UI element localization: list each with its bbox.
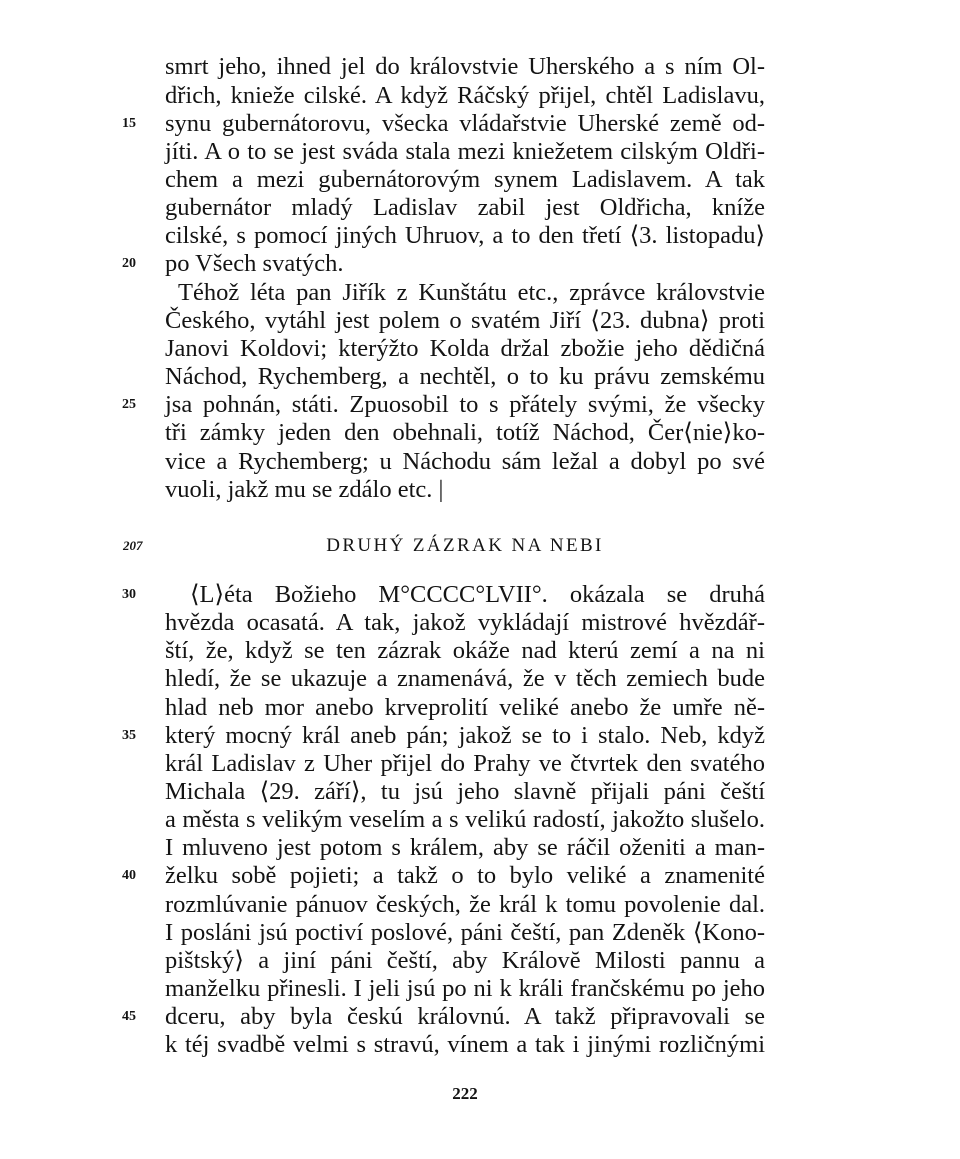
text-line: vice a Rychemberg; u Náchodu sám ležal a dobyl po své [165,448,765,475]
line-number: 35 [122,728,136,743]
text-line: hvězda ocasatá. A tak, jakož vykládají mistrové hvězdář- [165,609,765,636]
text-line: k téj svadbě velmi s stravú, vínem a tak i jinými rozličnými [165,1031,765,1058]
text-line: Janovi Koldovi; kterýžto Kolda držal zbožie jeho dědičná [165,335,765,362]
text-line: král Ladislav z Uher přijel do Prahy ve čtvrtek den svatého [165,750,765,777]
line-number: 20 [122,256,136,271]
text-line: vuoli, jakž mu se zdálo etc. | [165,476,444,503]
section-marker: 207 [123,538,143,553]
text-line: pištský⟩ a jiní páni čeští, aby Královĕ Milosti pannu a [165,947,765,974]
text-line: Náchod, Rychemberg, a nechtěl, o to ku právu zemskému [165,363,765,390]
text-line: Michala ⟨29. září⟩, tu jsú jeho slavně přijali páni čeští [165,778,765,805]
text-line: smrt jeho, ihned jel do královstvie Uherského a s ním Ol- [165,53,765,80]
section-heading: DRUHÝ ZÁZRAK NA NEBI [326,535,604,556]
page-number: 222 [452,1084,478,1103]
text-line: tři zámky jeden den obehnali, totíž Náchod, Čer⟨nie⟩ko- [165,419,765,446]
text-line: hledí, že se ukazuje a znamenává, že v těch zemiech bude [165,665,765,692]
text-line: dřich, knieže cilské. A když Ráčský přijel, chtěl Ladislavu, [165,82,765,109]
text-line: ⟨L⟩éta Božieho M°CCCC°LVII°. okázala se druhá [190,581,765,608]
text-line: cilské, s pomocí jiných Uhruov, a to den třetí ⟨3. listopadu⟩ [165,222,765,249]
text-line: I mluveno jest potom s králem, aby se ráčil oženiti a man- [165,834,765,861]
line-number: 30 [122,587,136,602]
line-number: 45 [122,1009,136,1024]
text-line: želku sobě pojieti; a takž o to bylo veliké a znamenité [165,862,765,889]
text-line: a města s velikým veselím a s velikú radostí, jakožto slušelo. [165,806,765,833]
text-line: gubernátor mladý Ladislav zabil jest Oldřicha, kníže [165,194,765,221]
line-number: 15 [122,116,136,131]
text-line: dceru, aby byla českú královnú. A takž připravovali se [165,1003,765,1030]
line-number: 40 [122,868,136,883]
text-line: jsa pohnán, státi. Zpuosobil to s přátely svými, že všecky [165,391,765,418]
text-line: po Všech svatých. [165,250,344,277]
line-number: 25 [122,397,136,412]
text-line: hlad neb mor anebo krveprolití veliké anebo že umře ně- [165,694,765,721]
text-line: Českého, vytáhl jest polem o svatém Jiří ⟨23. dubna⟩ proti [165,307,765,334]
text-line: Téhož léta pan Jiřík z Kunštátu etc., zprávce královstvie [178,279,765,306]
text-line: který mocný král aneb pán; jakož se to i stalo. Neb, když [165,722,765,749]
text-line: jíti. A o to se jest sváda stala mezi kniežetem cilským Oldři- [165,138,765,165]
text-line: I posláni jsú poctiví poslové, páni čeští, pan Zdeněk ⟨Kono- [165,919,765,946]
text-line: synu gubernátorovu, všecka vládařstvie Uherské země od- [165,110,765,137]
text-line: ští, že, když se ten zázrak okáže nad kterú zemí a na ni [165,637,765,664]
text-line: rozmlúvanie pánuov českých, že král k tomu povolenie dal. [165,891,765,918]
text-line: chem a mezi gubernátorovým synem Ladislavem. A tak [165,166,765,193]
text-line: manželku přinesli. I jeli jsú po ni k králi frančskému po jeho [165,975,765,1002]
